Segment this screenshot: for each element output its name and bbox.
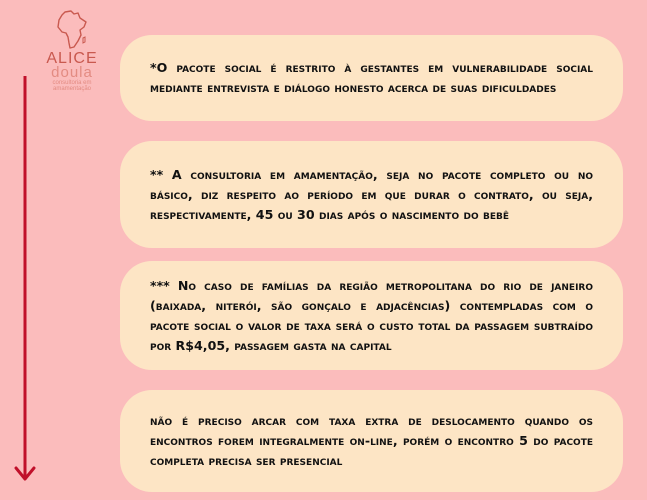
brand-subtitle: doula <box>51 64 93 81</box>
down-arrow-icon <box>12 76 38 484</box>
note-text: não é preciso arcar com taxa extra de deslocamento quando os encontros forem integralmente on-line, porém o encontro 5 do pacote completa precisa ser presencial <box>150 413 593 468</box>
note-card <box>120 35 623 121</box>
brand-name: ALICE <box>46 50 98 67</box>
note-text: *** No caso de famílias da região metropolitana do rio de janeiro (baixada, niterói, são gonçalo e adjacências) contempladas com o pacote social o valor de taxa será o custo total da passagem subtraído por R$4,05, passagem gasta na capital <box>150 277 593 353</box>
note-text: ** A consultoria em amamentação, seja no pacote completo ou no básico, diz respeito ao período em que durar o contrato, ou seja, respectivamente, 45 ou 30 dias após o nascimento do bebê <box>150 166 593 222</box>
note-card <box>120 141 623 248</box>
brand-tagline: consultoria em amamentação <box>52 80 92 92</box>
note-card <box>120 261 623 370</box>
note-card <box>120 390 623 492</box>
brand-logo <box>36 10 108 92</box>
africa-map-icon <box>56 10 88 50</box>
note-text: *O pacote social é restrito à gestantes em vulnerabilidade social mediante entrevista e diálogo honesto acerca de suas dificuldades <box>150 60 593 95</box>
